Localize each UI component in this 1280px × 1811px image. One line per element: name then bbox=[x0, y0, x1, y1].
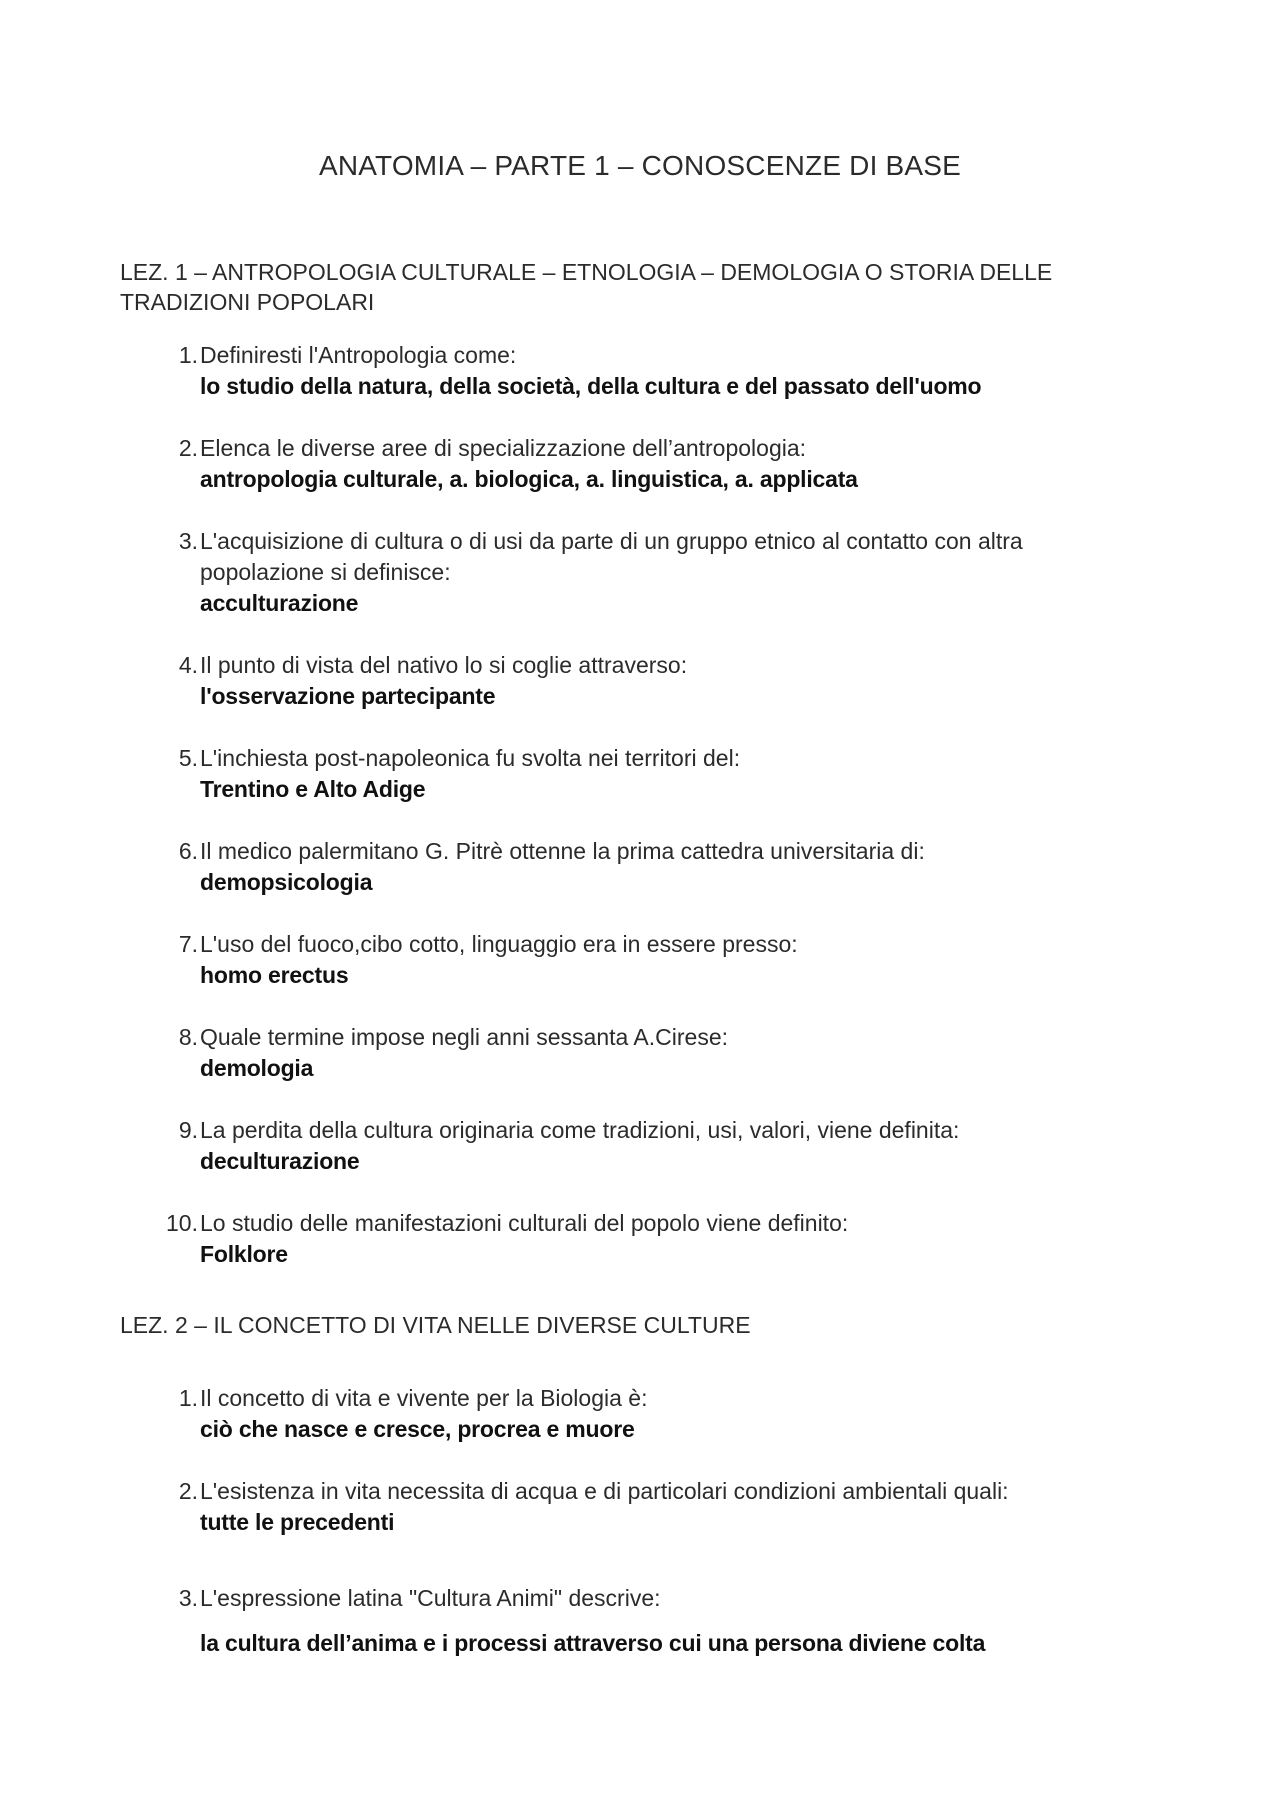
item-number: 3. bbox=[178, 1585, 198, 1611]
answer-text: homo erectus bbox=[200, 962, 349, 988]
question-text: Il medico palermitano G. Pitrè ottenne la prima cattedra universitaria di: bbox=[200, 838, 925, 864]
question-text: Elenca le diverse aree di specializzazione dell’antropologia: bbox=[200, 435, 807, 461]
answer-text: antropologia culturale, a. biologica, a. linguistica, a. applicata bbox=[200, 466, 858, 492]
section-heading-lez-2: LEZ. 2 – IL CONCETTO DI VITA NELLE DIVERSE CULTURE bbox=[120, 1312, 751, 1338]
item-number: 5. bbox=[178, 745, 198, 771]
answer-text: demopsicologia bbox=[200, 869, 373, 895]
answer-text: acculturazione bbox=[200, 590, 359, 616]
question-text: L'uso del fuoco,cibo cotto, linguaggio era in essere presso: bbox=[200, 931, 798, 957]
list-item bbox=[160, 650, 1100, 712]
item-number: 3. bbox=[178, 528, 198, 554]
answer-text: demologia bbox=[200, 1055, 314, 1081]
item-number: 2. bbox=[178, 435, 198, 461]
question-text: Lo studio delle manifestazioni culturali del popolo viene definito: bbox=[200, 1210, 849, 1236]
list-item bbox=[160, 1383, 1100, 1445]
question-text: Il punto di vista del nativo lo si coglie attraverso: bbox=[200, 652, 688, 678]
item-number: 1. bbox=[178, 342, 198, 368]
question-text: Il concetto di vita e vivente per la Biologia è: bbox=[200, 1385, 648, 1411]
document-title: ANATOMIA – PARTE 1 – CONOSCENZE DI BASE bbox=[318, 150, 962, 181]
list-item bbox=[160, 433, 1100, 495]
item-number: 8. bbox=[178, 1024, 198, 1050]
answer-text: l'osservazione partecipante bbox=[200, 683, 496, 709]
list-item bbox=[160, 743, 1100, 805]
item-number: 7. bbox=[178, 931, 198, 957]
list-item bbox=[160, 1583, 1100, 1659]
item-number: 1. bbox=[178, 1385, 198, 1411]
list-item bbox=[160, 1115, 1100, 1177]
question-text: Quale termine impose negli anni sessanta A.Cirese: bbox=[200, 1024, 729, 1050]
list-item bbox=[160, 340, 1100, 402]
item-number: 6. bbox=[178, 838, 198, 864]
item-number: 2. bbox=[178, 1478, 198, 1504]
question-text: Definiresti l'Antropologia come: bbox=[200, 342, 517, 368]
answer-text: deculturazione bbox=[200, 1148, 360, 1174]
list-item bbox=[160, 836, 1100, 898]
list-item bbox=[160, 1476, 1100, 1538]
question-text: L'espressione latina "Cultura Animi" descrive: bbox=[200, 1585, 661, 1611]
list-item bbox=[160, 1208, 1100, 1270]
answer-text: tutte le precedenti bbox=[200, 1509, 395, 1535]
list-item bbox=[160, 1022, 1100, 1084]
list-item bbox=[160, 929, 1100, 991]
question-text: La perdita della cultura originaria come tradizioni, usi, valori, viene definita: bbox=[200, 1117, 960, 1143]
item-number: 10. bbox=[166, 1210, 198, 1236]
answer-text: Folklore bbox=[200, 1241, 288, 1267]
item-number: 4. bbox=[178, 652, 198, 678]
answer-text: Trentino e Alto Adige bbox=[200, 776, 426, 802]
answer-text: lo studio della natura, della società, della cultura e del passato dell'uomo bbox=[200, 373, 982, 399]
answer-text: ciò che nasce e cresce, procrea e muore bbox=[200, 1416, 635, 1442]
list-item bbox=[160, 526, 1100, 619]
answer-text: la cultura dell’anima e i processi attraverso cui una persona diviene colta bbox=[200, 1630, 986, 1656]
question-text: L'inchiesta post-napoleonica fu svolta nei territori del: bbox=[200, 745, 741, 771]
item-number: 9. bbox=[178, 1117, 198, 1143]
question-text: L'esistenza in vita necessita di acqua e di particolari condizioni ambientali quali: bbox=[200, 1478, 1009, 1504]
question-text: L'acquisizione di cultura o di usi da parte di un gruppo etnico al contatto con altra popolazione si definisce: bbox=[200, 528, 1023, 585]
section-heading-lez-1: LEZ. 1 – ANTROPOLOGIA CULTURALE – ETNOLOGIA – DEMOLOGIA O STORIA DELLE TRADIZIONI POPOLARI bbox=[120, 259, 1053, 315]
